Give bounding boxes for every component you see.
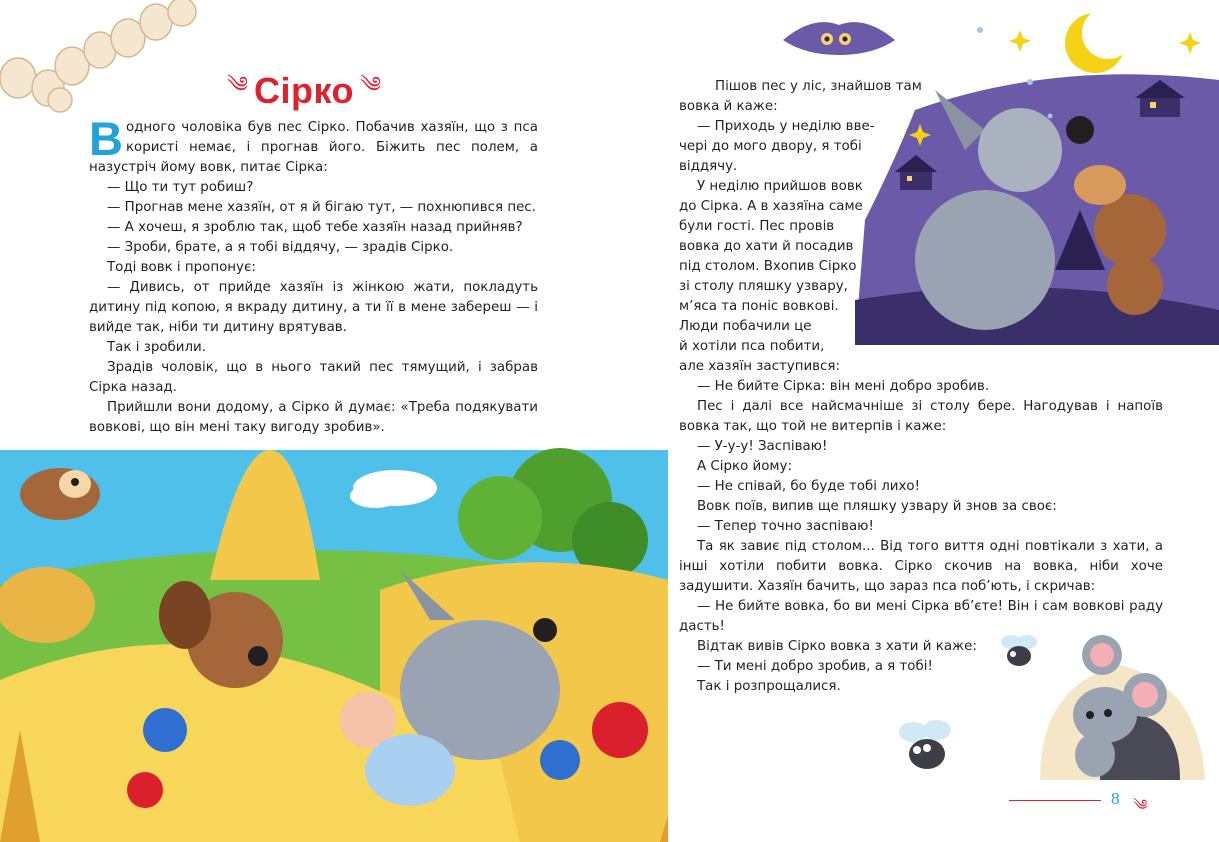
paragraph: — Прогнав мене хазяїн, от я й бігаю тут, — похнюпився пес. [107,200,536,215]
text-line: Люди побачили це [679,319,812,334]
text-line: були гості. Пес провів [679,219,835,234]
paragraph: Відтак вивів Сірко вовка з хати й каже: [697,639,977,654]
mouse-icon [1030,625,1219,780]
left-column-text [89,112,538,438]
text-line: чері до мого двору, я тобі [679,139,862,154]
bird-icon [10,452,110,527]
text-line: вовка й каже: [679,99,778,114]
paragraph: — Не бийте вовка, бо ви мені Сірка вб’єте! Він і сам вовкові раду дасть! [679,599,1163,634]
story-title: Сірко [253,70,355,111]
text-line: але хазяїн заступився: [679,359,840,374]
title-ornament-left: ༄ [226,73,248,98]
text-line: вовка до хати й посадив [679,239,854,254]
paragraph: — Не співай, бо буде тобі лихо! [697,479,920,494]
page-ornament: ༄ [1133,796,1148,814]
paragraph: — Що ти тут робиш? [107,180,254,195]
paragraph: — Ти мені добро зробив, а я тобі! [697,659,933,674]
paragraph: Так і зробили. [107,340,206,355]
paragraph: — Зроби, брате, а я тобі віддячу, — зрадів Сірко. [107,240,454,255]
text-line: до Сірка. А в хазяїна саме [679,199,863,214]
page-number-block [1009,789,1149,814]
page-number-rule [1009,800,1101,801]
text-line: — Не бийте Сірка: він мені добро зробив. [697,379,990,394]
text-line: Пішов пес у ліс, знайшов там [715,79,922,94]
paragraph: Прийшли вони додому, а Сірко й думає: «Треба подякувати вовкові, що він мені таку вигоду зробив». [89,400,538,435]
paragraph: Тоді вовк і пропонує: [107,260,256,275]
paragraph-text: одного чоловіка був пес Сірко. Побачив хазяїн, що з пса користі немає, і прогнав його. Біжить пес полем, а назустріч йому вовк, питає Сірка: [89,120,538,175]
paragraph: — Тепер точно заспіваю! [697,519,874,534]
text-line: м’яса та поніс вовкові. [679,299,839,314]
paragraph: Так і розпрощалися. [697,679,841,694]
text-line: У неділю прийшов вовк [697,179,863,194]
fly-icon [997,632,1039,670]
text-line: віддячу. [679,159,738,174]
dropcap: В [89,112,123,165]
paragraph: — Дивись, от прийде хазяїн із жінкою жати, покладуть дитину під копою, я вкраду дитину, а ти її в мене забереш — і вийде так, ніби ти дитину врятував. [89,280,538,335]
paragraph: Пес і далі все найсмачніше зі столу бере. Нагодував і напоїв вовка так, що той не витерпів і каже: [679,399,1163,434]
page-number: 8 [1111,789,1120,808]
title-ornament-right: ༄ [360,73,382,98]
text-line: — Приходь у неділю вве- [697,119,875,134]
paragraph: — У-у-у! Заспіваю! [697,439,828,454]
stars-decoration [900,20,1200,150]
garland-decoration [0,0,200,115]
paragraph: А Сірко йому: [697,459,792,474]
owl-icon [783,15,895,60]
paragraph: Вовк поїв, випив ще пляшку узвару й знов за своє: [697,499,1057,514]
fly-icon [895,718,957,776]
paragraph: Та як завиє під столом... Від того виття одні повтікали з хати, а інші хотіли побити вовка. Сірко скочив на вовка, ніби хоче задушити. Хазяїн бачить, що зараз пса поб’ють, і скричав: [679,539,1163,594]
paragraph: Зрадів чоловік, що в нього такий пес тямущий, і забрав Сірка назад. [89,360,538,395]
text-line: зі столу пляшку узвару, [679,279,848,294]
text-line: й хотіли пса побити, [679,339,825,354]
title-block [216,66,392,116]
paragraph: — А хочеш, я зроблю так, щоб тебе хазяїн назад прийняв? [107,220,523,235]
text-line: під столом. Вхопив Сірко [679,259,857,274]
paragraph [89,112,538,178]
